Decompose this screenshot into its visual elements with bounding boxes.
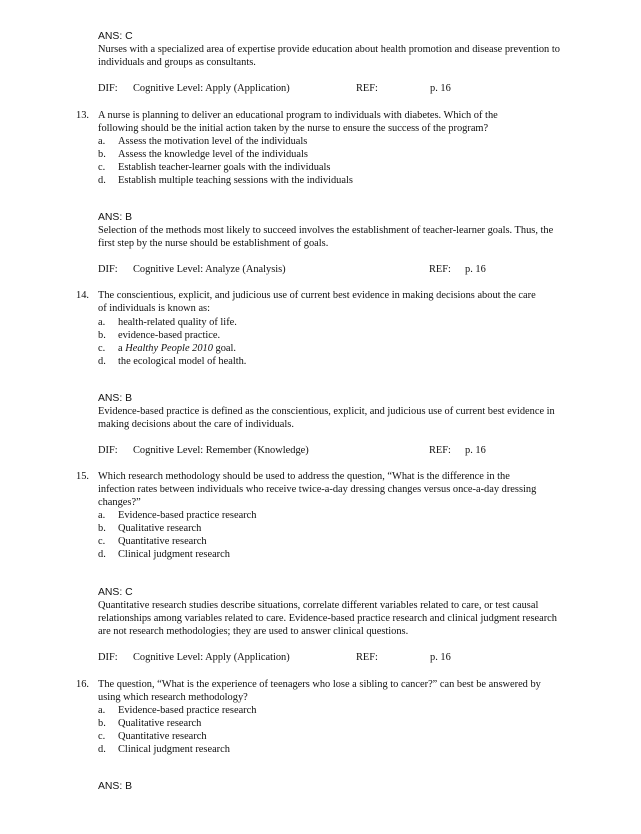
rationale-line: Quantitative research studies describe situations, correlate different variables related to care, or test causal	[98, 600, 539, 611]
rationale-line: Nurses with a specialized area of expertise provide education about health promotion and disease prevention to	[98, 44, 560, 55]
option-letter: b.	[98, 718, 106, 729]
option-text: Quantitative research	[118, 536, 207, 547]
question-stem: infection rates between individuals who receive twice-a-day dressing changes versus once-a-day dressing	[98, 484, 537, 495]
answer-line: ANS: B	[98, 393, 133, 404]
option-letter: a.	[98, 705, 106, 716]
option-letter: b.	[98, 149, 106, 160]
option-letter: d.	[98, 744, 106, 755]
option-text: health-related quality of life.	[118, 317, 237, 328]
option-text-pre: a	[118, 343, 126, 354]
cognitive-level: Cognitive Level: Remember (Knowledge)	[133, 445, 309, 456]
option-text: the ecological model of health.	[118, 356, 247, 367]
option-text: Clinical judgment research	[118, 549, 230, 560]
option-letter: d.	[98, 356, 106, 367]
page-ref: p. 16	[430, 83, 451, 94]
option-letter: a.	[98, 317, 106, 328]
option-text: Qualitative research	[118, 718, 202, 729]
rationale-line: relationships among variables related to care. Evidence-based practice research and clinical judgment research	[98, 613, 557, 624]
cognitive-level: Cognitive Level: Apply (Application)	[133, 83, 290, 94]
question-stem: Which research methodology should be used to address the question, “What is the difference in the	[98, 471, 510, 482]
option-letter: b.	[98, 330, 106, 341]
question-number: 14.	[76, 290, 89, 301]
answer-line: ANS: C	[98, 31, 133, 42]
option-letter: c.	[98, 731, 106, 742]
rationale-line: Evidence-based practice is defined as the conscientious, explicit, and judicious use of current best evidence in	[98, 406, 555, 417]
option-letter: c.	[98, 162, 106, 173]
option-text: Evidence-based practice research	[118, 510, 257, 521]
option-letter: d.	[98, 549, 106, 560]
dif-label: DIF:	[98, 83, 118, 94]
option-text-post: goal.	[212, 343, 237, 354]
option-letter: b.	[98, 523, 106, 534]
option-letter: a.	[98, 136, 106, 147]
rationale-line: making decisions about the care of individuals.	[98, 419, 294, 430]
answer-line: ANS: B	[98, 212, 133, 223]
dif-label: DIF:	[98, 264, 118, 275]
option-text: evidence-based practice.	[118, 330, 221, 341]
question-stem: A nurse is planning to deliver an educational program to individuals with diabetes. Which of the	[98, 110, 498, 121]
rationale-line: first step by the nurse should be establishment of goals.	[98, 238, 329, 249]
page-ref: p. 16	[430, 652, 451, 663]
dif-label: DIF:	[98, 652, 118, 663]
question-number: 13.	[76, 110, 89, 121]
cognitive-level: Cognitive Level: Apply (Application)	[133, 652, 290, 663]
question-stem: using which research methodology?	[98, 692, 248, 703]
question-stem: The conscientious, explicit, and judicious use of current best evidence in making decisions about the care	[98, 290, 536, 301]
option-text: Quantitative research	[118, 731, 207, 742]
option-text	[118, 342, 236, 355]
answer-line: ANS: B	[98, 781, 133, 792]
option-text: Evidence-based practice research	[118, 705, 257, 716]
ref-label: REF:	[356, 652, 378, 663]
dif-label: DIF:	[98, 445, 118, 456]
answer-line: ANS: C	[98, 587, 133, 598]
option-text: Assess the motivation level of the individuals	[118, 136, 308, 147]
option-letter: c.	[98, 536, 106, 547]
ref-label: REF:	[429, 445, 451, 456]
option-text: Establish teacher-learner goals with the individuals	[118, 162, 331, 173]
option-text-italic: Healthy People 2010	[125, 343, 213, 354]
ref-label: REF:	[429, 264, 451, 275]
option-text: Clinical judgment research	[118, 744, 230, 755]
option-text: Qualitative research	[118, 523, 202, 534]
page-ref: p. 16	[465, 445, 486, 456]
page-ref: p. 16	[465, 264, 486, 275]
question-number: 15.	[76, 471, 89, 482]
option-letter: d.	[98, 175, 106, 186]
option-letter: c.	[98, 343, 106, 354]
rationale-line: individuals and groups as consultants.	[98, 57, 256, 68]
question-stem: changes?”	[98, 497, 141, 508]
rationale-line: Selection of the methods most likely to succeed involves the establishment of teacher-learner goals. Thus, the	[98, 225, 554, 236]
option-letter: a.	[98, 510, 106, 521]
option-text: Establish multiple teaching sessions with the individuals	[118, 175, 353, 186]
question-stem: of individuals is known as:	[98, 303, 210, 314]
rationale-line: are not research methodologies; they are used to answer clinical questions.	[98, 626, 409, 637]
ref-label: REF:	[356, 83, 378, 94]
option-text: Assess the knowledge level of the individuals	[118, 149, 308, 160]
cognitive-level: Cognitive Level: Analyze (Analysis)	[133, 264, 286, 275]
question-number: 16.	[76, 679, 89, 690]
question-stem: following should be the initial action taken by the nurse to ensure the success of the program?	[98, 123, 489, 134]
question-stem: The question, “What is the experience of teenagers who lose a sibling to cancer?” can best be answered by	[98, 679, 541, 690]
